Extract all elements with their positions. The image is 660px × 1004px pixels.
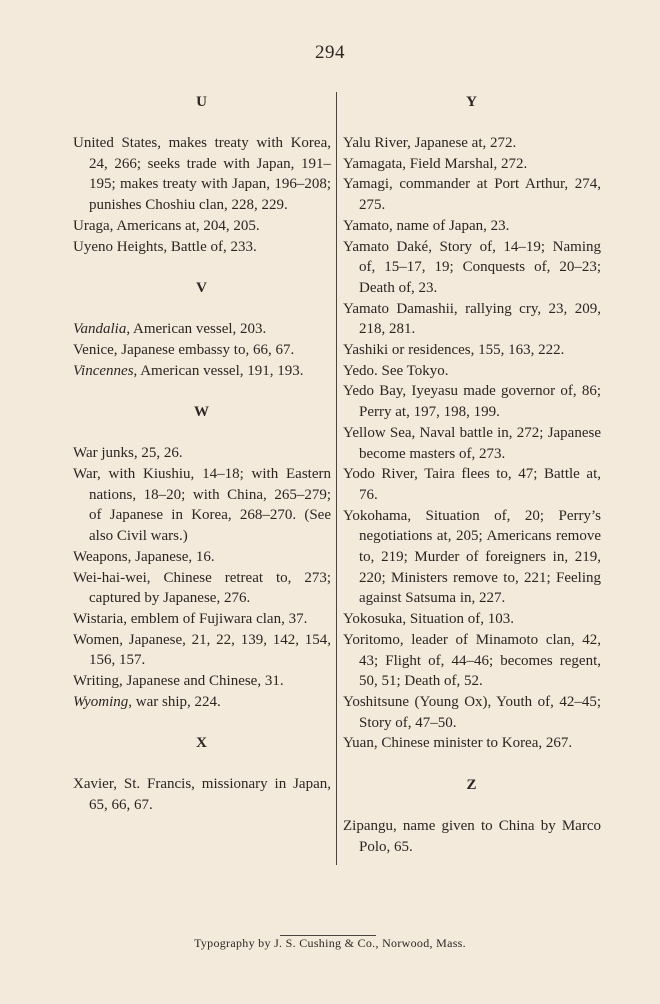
section-heading: X — [196, 735, 208, 752]
section-spacer — [73, 257, 331, 278]
index-entry: Yamato, name of Japan, 23. — [343, 217, 510, 234]
section-spacer — [73, 381, 331, 402]
column-divider — [336, 92, 337, 865]
index-entry: Wistaria, emblem of Fujiwara clan, 37. — [73, 610, 308, 627]
index-entry: Yamato Daké, Story of, 14–19; Naming of, 15–17, 19; Conquests of, 20–23; Death of, 23. — [343, 238, 601, 296]
index-section-z — [343, 754, 601, 857]
index-column-right — [343, 92, 601, 858]
index-entry: Yalu River, Japanese at, 272. — [343, 135, 517, 151]
section-heading: Z — [466, 777, 478, 794]
index-entry: Yamagata, Field Marshal, 272. — [343, 155, 528, 172]
page-number: 294 — [315, 42, 345, 63]
index-entry: Yellow Sea, Naval battle in, 272; Japanese become masters of, 273. — [343, 424, 601, 462]
index-entry: Yamagi, commander at Port Arthur, 274, 275. — [343, 176, 601, 214]
index-section-u — [73, 92, 331, 257]
index-entry: Yodo River, Taira flees to, 47; Battle at, 76. — [343, 466, 601, 503]
index-column-left — [73, 92, 331, 816]
index-entry: Yedo Bay, Iyeyasu made governor of, 86; Perry at, 197, 198, 199. — [343, 383, 601, 421]
heading-spacer — [73, 754, 331, 774]
index-section-v — [73, 257, 331, 381]
index-entry: Weapons, Japanese, 16. — [73, 548, 215, 565]
heading-spacer — [343, 113, 601, 133]
index-section-y — [343, 92, 601, 754]
section-heading: U — [196, 94, 208, 110]
index-entry: Xavier, St. Francis, missionary in Japan, 65, 66, 67. — [73, 776, 331, 814]
index-entry: United States, makes treaty with Korea, 24, 266; seeks trade with Japan, 191–195; makes treaty with Japan, 196–208; punishes Choshiu clan, 228, 229. — [73, 135, 331, 214]
index-entry: War junks, 25, 26. — [73, 445, 183, 462]
index-entry: War, with Kiushiu, 14–18; with Eastern nations, 18–20; with China, 265–279; of Japanese in Korea, 268–270. (See also Civil wars.) — [73, 466, 331, 545]
heading-spacer — [73, 423, 331, 443]
index-entry: Zipangu, name given to China by Marco Polo, 65. — [343, 818, 601, 855]
section-heading: W — [194, 404, 210, 421]
section-heading: Y — [466, 94, 478, 110]
heading-spacer — [343, 796, 601, 816]
index-entry: Vincennes, American vessel, 191, 193. — [73, 362, 304, 379]
index-entry: Yamato Damashii, rallying cry, 23, 209, 218, 281. — [343, 300, 601, 338]
section-spacer — [343, 754, 601, 775]
index-entry: Yoshitsune (Young Ox), Youth of, 42–45; Story of, 47–50. — [343, 693, 601, 731]
index-entry: Yashiki or residences, 155, 163, 222. — [343, 342, 565, 359]
index-entry: Uyeno Heights, Battle of, 233. — [73, 238, 257, 255]
index-entry: Women, Japanese, 21, 22, 139, 142, 154, 156, 157. — [73, 631, 331, 669]
index-section-x — [73, 712, 331, 815]
index-entry: Yuan, Chinese minister to Korea, 267. — [343, 735, 573, 752]
section-spacer — [73, 712, 331, 733]
heading-spacer — [73, 299, 331, 319]
printer-imprint: Typography by J. S. Cushing & Co., Norwood, Mass. — [194, 936, 466, 950]
index-section-w — [73, 381, 331, 712]
index-entry: Yokohama, Situation of, 20; Perry’s negotiations at, 205; Americans remove to, 219; Murder of foreigners in, 219, 220; Ministers remove to, 221; Feeling against Satsuma in, 227. — [343, 507, 601, 607]
index-entry: Wei-hai-wei, Chinese retreat to, 273; captured by Japanese, 276. — [73, 569, 331, 607]
index-entry: Uraga, Americans at, 204, 205. — [73, 217, 260, 234]
index-entry: Venice, Japanese embassy to, 66, 67. — [73, 341, 295, 358]
index-entry: Wyoming, war ship, 224. — [73, 693, 221, 710]
index-entry: Vandalia, American vessel, 203. — [73, 321, 267, 338]
index-entry: Yedo. See Tokyo. — [343, 362, 449, 379]
index-entry: Yokosuka, Situation of, 103. — [343, 611, 514, 628]
index-entry: Writing, Japanese and Chinese, 31. — [73, 673, 284, 690]
section-heading: V — [196, 280, 208, 297]
index-entry: Yoritomo, leader of Minamoto clan, 42, 43; Flight of, 44–46; becomes regent, 50, 51; Death of, 52. — [343, 631, 601, 690]
heading-spacer — [73, 113, 331, 133]
